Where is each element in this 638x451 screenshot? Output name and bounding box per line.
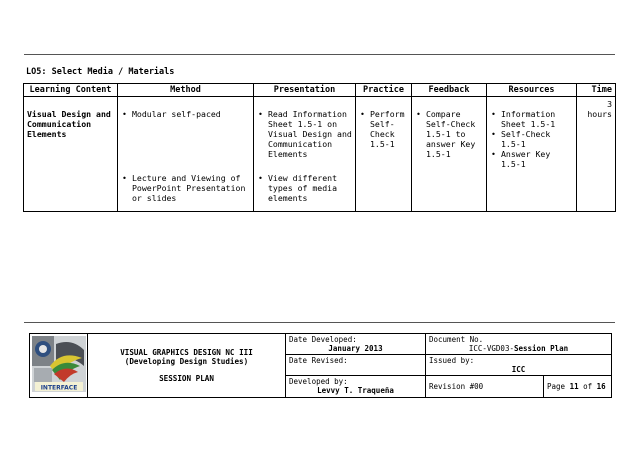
date-developed-label: Date Developed: [289,335,357,344]
presentation-item: • Read Information Sheet 1.5-1 on Visual Design and Communication Elements [257,109,352,159]
header-time: Time [577,84,616,97]
top-rule [24,54,615,55]
developed-by-label: Developed by: [289,377,348,386]
table-row [24,97,616,172]
method-cell [118,171,254,212]
logo-cell [30,334,88,398]
resources-cell [487,171,577,212]
header-resources: Resources [487,84,577,97]
issued-by-cell [426,355,612,376]
page-label: Page [547,382,566,391]
practice-cell [356,97,412,172]
revision-cell [426,376,544,398]
page-total: 16 [596,382,606,391]
method-cell [118,97,254,172]
document-no-suffix: Session Plan [513,344,569,353]
page-of: of [583,382,593,391]
svg-text:INTERFACE: INTERFACE [40,384,77,392]
course-subtitle: (Developing Design Studies) [124,357,249,366]
date-developed-cell [286,334,426,355]
date-revised-cell [286,355,426,376]
course-title-cell [88,334,286,398]
document-no-label: Document No. [429,335,484,344]
learning-content-cell: Visual Design and Communication Elements [24,97,118,172]
document-no-cell [426,334,612,355]
lo-title: LO5: Select Media / Materials [26,67,175,77]
time-cell [577,171,616,212]
page-number: 11 [569,382,579,391]
resources-cell [487,97,577,172]
issued-by-value: ICC [511,365,526,374]
learning-content-cell [24,171,118,212]
footer-table [29,333,612,398]
issued-by-label: Issued by: [429,356,475,365]
presentation-item: • View different types of media elements [257,173,352,203]
presentation-cell [254,97,356,172]
interface-logo [32,336,86,392]
course-title: VISUAL GRAPHICS DESIGN NC III [120,348,253,357]
header-method: Method [118,84,254,97]
feedback-cell [412,171,487,212]
session-plan-table [23,83,616,212]
resource-item: • Answer Key 1.5-1 [490,149,573,169]
presentation-cell [254,171,356,212]
date-revised-label: Date Revised: [289,356,348,365]
header-feedback: Feedback [412,84,487,97]
header-presentation: Presentation [254,84,356,97]
header-learning-content: Learning Content [24,84,118,97]
logo-graphic-icon [32,336,86,392]
session-plan-label: SESSION PLAN [159,374,214,383]
feedback-cell [412,97,487,172]
practice-cell [356,171,412,212]
resource-item: • Information Sheet 1.5-1 [490,109,573,129]
developed-by-value: Levvy T. Traqueña [317,386,394,395]
feedback-item: • Compare Self-Check 1.5-1 to answer Key 1.5-1 [415,109,483,159]
method-item: • Modular self-paced [121,109,250,119]
header-practice: Practice [356,84,412,97]
footer-rule [24,322,615,323]
page-cell [544,376,612,398]
revision-value: Revision #00 [429,382,484,391]
resource-item: • Self-Check 1.5-1 [490,129,573,149]
document-no-prefix: ICC-VGD03- [468,344,514,353]
time-cell: 3 hours [577,97,616,172]
developed-by-cell [286,376,426,398]
table-row [24,171,616,212]
table-header-row [24,84,616,97]
method-item: • Lecture and Viewing of PowerPoint Presentation or slides [121,173,250,203]
practice-item: • Perform Self-Check 1.5-1 [359,109,408,149]
date-developed-value: January 2013 [328,344,383,353]
